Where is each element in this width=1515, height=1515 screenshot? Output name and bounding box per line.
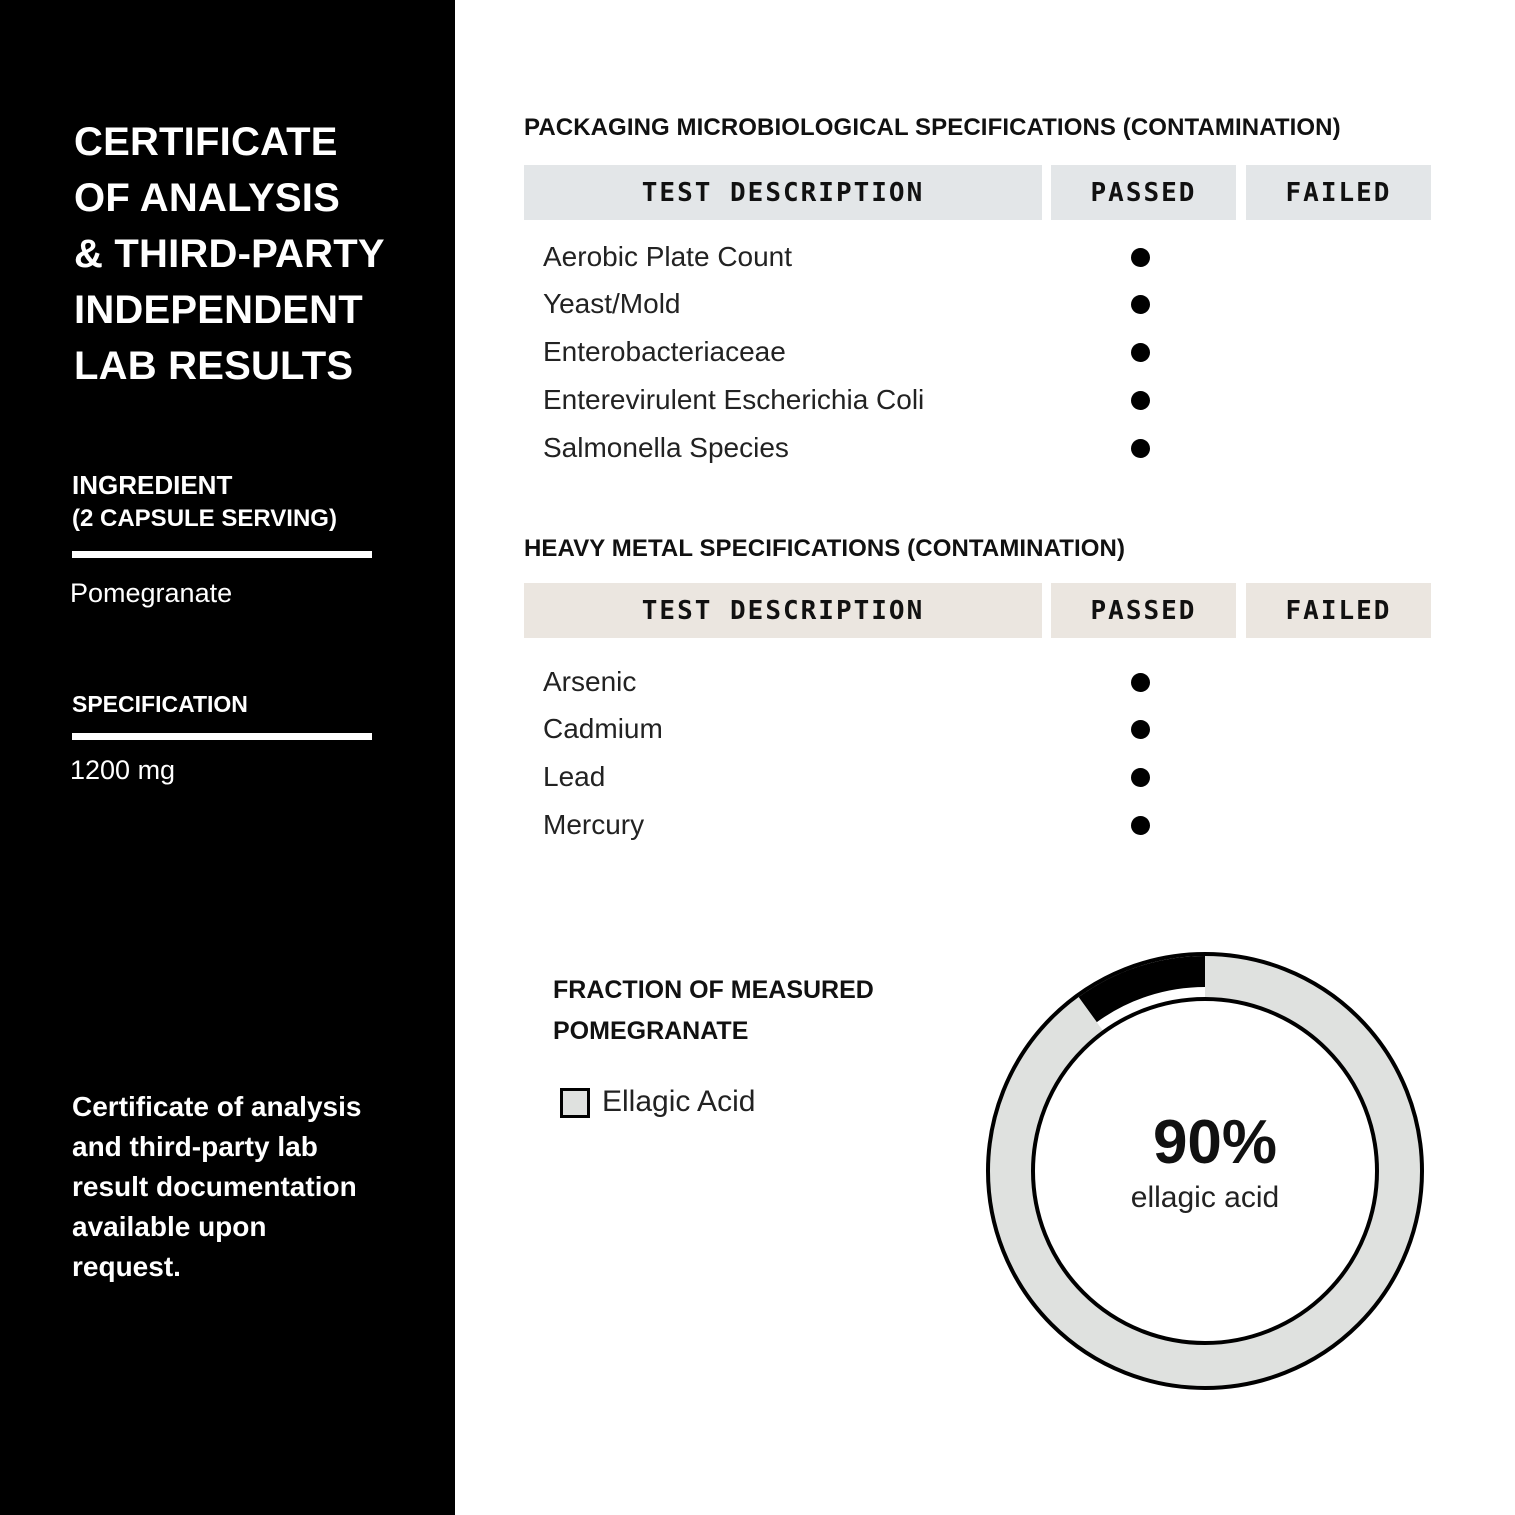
table-row — [543, 757, 1363, 797]
title-line: INDEPENDENT — [74, 288, 363, 332]
note-line: Certificate of analysis — [72, 1091, 362, 1122]
passed-dot-icon — [1131, 720, 1150, 739]
heavy-metal-table-header — [524, 583, 1431, 638]
note-line: request. — [72, 1251, 181, 1282]
test-description: Cadmium — [543, 713, 663, 744]
page-title — [74, 114, 414, 394]
microbiological-section-title: PACKAGING MICROBIOLOGICAL SPECIFICATIONS (CONTAMINATION) — [524, 114, 1341, 141]
test-description: Aerobic Plate Count — [543, 241, 793, 272]
title-line: LAB RESULTS — [74, 344, 354, 388]
table-row — [543, 332, 1363, 372]
heavy-metal-section-title: HEAVY METAL SPECIFICATIONS (CONTAMINATION) — [524, 535, 1126, 562]
specification-label: SPECIFICATION — [72, 691, 248, 717]
passed-dot-icon — [1131, 295, 1150, 314]
specification-value: 1200 mg — [70, 755, 176, 785]
test-description: Enterobacteriaceae — [543, 336, 786, 367]
sidebar — [0, 0, 455, 1515]
table-row — [543, 428, 1363, 468]
header-failed: FAILED — [1246, 165, 1431, 220]
fraction-title-line2: POMEGRANATE — [553, 1017, 749, 1045]
title-line: CERTIFICATE — [74, 120, 338, 164]
passed-dot-icon — [1131, 768, 1150, 787]
test-description: Salmonella Species — [543, 432, 789, 463]
header-passed: PASSED — [1051, 583, 1236, 638]
passed-dot-icon — [1131, 673, 1150, 692]
header-test-description: TEST DESCRIPTION — [524, 583, 1042, 638]
note-line: result documentation — [72, 1171, 357, 1202]
table-row — [543, 237, 1363, 277]
microbiological-table-header — [524, 165, 1431, 220]
donut-center-label: ellagic acid — [1130, 1181, 1280, 1214]
fraction-title-line1: FRACTION OF MEASURED — [553, 976, 874, 1004]
test-description: Mercury — [543, 809, 645, 840]
header-failed: FAILED — [1246, 583, 1431, 638]
test-description: Enterevirulent Escherichia Coli — [543, 384, 925, 415]
specification-divider — [72, 733, 372, 740]
title-line: & THIRD-PARTY — [74, 232, 385, 276]
ingredient-label-line2: (2 CAPSULE SERVING) — [72, 505, 337, 532]
table-row — [543, 380, 1363, 420]
passed-dot-icon — [1131, 439, 1150, 458]
passed-dot-icon — [1131, 391, 1150, 410]
availability-note — [72, 1087, 432, 1287]
table-row — [543, 284, 1363, 324]
passed-dot-icon — [1131, 248, 1150, 267]
legend-swatch — [560, 1088, 590, 1118]
test-description: Arsenic — [543, 666, 637, 697]
ingredient-label-line1: INGREDIENT — [72, 470, 233, 500]
header-passed: PASSED — [1051, 165, 1236, 220]
table-row — [543, 805, 1363, 845]
test-description: Yeast/Mold — [543, 288, 681, 319]
passed-dot-icon — [1131, 816, 1150, 835]
note-line: and third-party lab — [72, 1131, 318, 1162]
donut-center-value: 90% — [1152, 1108, 1278, 1177]
ingredient-value: Pomegranate — [70, 578, 233, 608]
legend-label: Ellagic Acid — [602, 1085, 756, 1118]
note-line: available upon — [72, 1211, 267, 1242]
fraction-title — [553, 970, 874, 1052]
ingredient-divider — [72, 551, 372, 558]
ingredient-label — [72, 469, 337, 535]
title-line: OF ANALYSIS — [74, 176, 340, 220]
header-test-description: TEST DESCRIPTION — [524, 165, 1042, 220]
table-row — [543, 662, 1363, 702]
table-row — [543, 709, 1363, 749]
test-description: Lead — [543, 761, 606, 792]
passed-dot-icon — [1131, 343, 1150, 362]
